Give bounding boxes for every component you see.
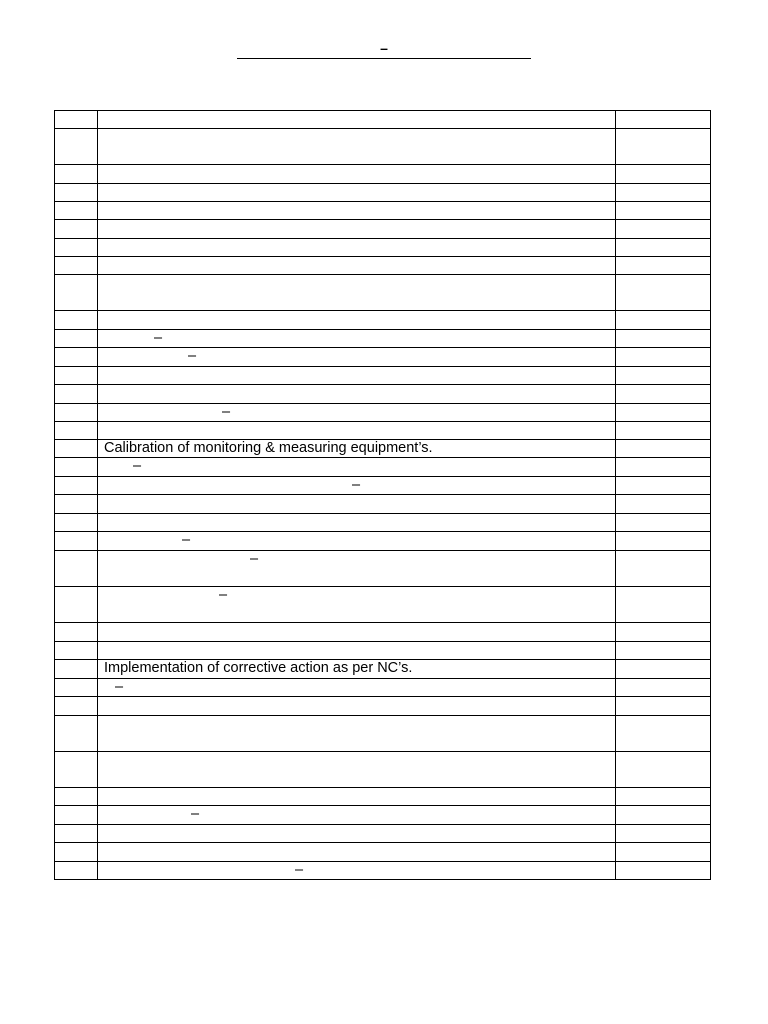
description-cell: – bbox=[98, 458, 616, 477]
item-number-cell bbox=[55, 495, 98, 514]
description-cell bbox=[98, 495, 616, 514]
table-row bbox=[55, 458, 711, 477]
checklist-table bbox=[54, 110, 711, 880]
description-cell bbox=[98, 220, 616, 239]
table-row bbox=[55, 257, 711, 275]
remarks-cell bbox=[616, 385, 711, 404]
page-title: – bbox=[237, 40, 531, 59]
remarks-cell bbox=[616, 202, 711, 220]
item-number-cell bbox=[55, 275, 98, 311]
item-number-cell bbox=[55, 788, 98, 806]
description-cell bbox=[98, 367, 616, 385]
remarks-cell bbox=[616, 477, 711, 495]
remarks-cell bbox=[616, 843, 711, 862]
description-cell bbox=[98, 642, 616, 660]
table-row bbox=[55, 623, 711, 642]
table-row bbox=[55, 825, 711, 843]
item-number-cell bbox=[55, 752, 98, 788]
table-row bbox=[55, 587, 711, 623]
remarks-cell bbox=[616, 642, 711, 660]
item-number-cell bbox=[55, 825, 98, 843]
description-cell bbox=[98, 239, 616, 257]
table-row bbox=[55, 330, 711, 348]
remarks-cell bbox=[616, 239, 711, 257]
item-number-cell bbox=[55, 440, 98, 458]
item-number-cell bbox=[55, 239, 98, 257]
item-number-cell bbox=[55, 642, 98, 660]
remarks-cell bbox=[616, 862, 711, 880]
item-number-cell bbox=[55, 862, 98, 880]
item-number-cell bbox=[55, 367, 98, 385]
item-number-cell bbox=[55, 220, 98, 239]
remarks-cell bbox=[616, 587, 711, 623]
remarks-cell bbox=[616, 184, 711, 202]
remarks-cell bbox=[616, 716, 711, 752]
remarks-cell bbox=[616, 367, 711, 385]
table-row bbox=[55, 129, 711, 165]
remarks-cell bbox=[616, 532, 711, 551]
description-cell bbox=[98, 716, 616, 752]
description-cell bbox=[98, 111, 616, 129]
table-row bbox=[55, 385, 711, 404]
item-number-cell bbox=[55, 165, 98, 184]
remarks-cell bbox=[616, 825, 711, 843]
description-cell: – bbox=[98, 532, 616, 551]
description-cell: – bbox=[98, 862, 616, 880]
item-number-cell bbox=[55, 111, 98, 129]
description-cell bbox=[98, 788, 616, 806]
item-number-cell bbox=[55, 385, 98, 404]
remarks-cell bbox=[616, 330, 711, 348]
description-cell bbox=[98, 514, 616, 532]
remarks-cell bbox=[616, 679, 711, 697]
table-row bbox=[55, 239, 711, 257]
description-cell: – bbox=[98, 330, 616, 348]
item-number-cell bbox=[55, 697, 98, 716]
item-number-cell bbox=[55, 422, 98, 440]
item-number-cell bbox=[55, 532, 98, 551]
remarks-cell bbox=[616, 458, 711, 477]
item-number-cell bbox=[55, 477, 98, 495]
item-number-cell bbox=[55, 404, 98, 422]
item-number-cell bbox=[55, 129, 98, 165]
description-cell bbox=[98, 697, 616, 716]
table-row bbox=[55, 532, 711, 551]
table-row bbox=[55, 843, 711, 862]
remarks-cell bbox=[616, 440, 711, 458]
remarks-cell bbox=[616, 623, 711, 642]
description-cell bbox=[98, 311, 616, 330]
remarks-cell bbox=[616, 660, 711, 679]
table-row bbox=[55, 806, 711, 825]
remarks-cell bbox=[616, 220, 711, 239]
table-row bbox=[55, 348, 711, 367]
item-number-cell bbox=[55, 330, 98, 348]
description-cell: – bbox=[98, 404, 616, 422]
description-cell: – bbox=[98, 679, 616, 697]
remarks-cell bbox=[616, 129, 711, 165]
item-number-cell bbox=[55, 623, 98, 642]
remarks-cell bbox=[616, 806, 711, 825]
remarks-cell bbox=[616, 404, 711, 422]
item-number-cell bbox=[55, 257, 98, 275]
item-number-cell bbox=[55, 184, 98, 202]
remarks-cell bbox=[616, 257, 711, 275]
table-row bbox=[55, 275, 711, 311]
item-number-cell bbox=[55, 311, 98, 330]
description-cell: – bbox=[98, 348, 616, 367]
description-cell: – bbox=[98, 477, 616, 495]
table-row bbox=[55, 495, 711, 514]
table-row bbox=[55, 514, 711, 532]
remarks-cell bbox=[616, 275, 711, 311]
description-cell bbox=[98, 843, 616, 862]
table-row bbox=[55, 551, 711, 587]
remarks-cell bbox=[616, 348, 711, 367]
remarks-cell bbox=[616, 311, 711, 330]
description-cell bbox=[98, 752, 616, 788]
table-row bbox=[55, 679, 711, 697]
table-row bbox=[55, 184, 711, 202]
table-row bbox=[55, 440, 711, 458]
remarks-cell bbox=[616, 422, 711, 440]
item-number-cell bbox=[55, 587, 98, 623]
remarks-cell bbox=[616, 697, 711, 716]
item-number-cell bbox=[55, 514, 98, 532]
remarks-cell bbox=[616, 495, 711, 514]
remarks-cell bbox=[616, 111, 711, 129]
table-row bbox=[55, 642, 711, 660]
remarks-cell bbox=[616, 551, 711, 587]
item-number-cell bbox=[55, 679, 98, 697]
item-number-cell bbox=[55, 660, 98, 679]
item-number-cell bbox=[55, 458, 98, 477]
table-row bbox=[55, 111, 711, 129]
table-row bbox=[55, 752, 711, 788]
table-row bbox=[55, 660, 711, 679]
description-cell bbox=[98, 385, 616, 404]
description-cell bbox=[98, 623, 616, 642]
table-row bbox=[55, 404, 711, 422]
table-body bbox=[55, 111, 711, 880]
description-cell bbox=[98, 275, 616, 311]
description-cell bbox=[98, 825, 616, 843]
table-row bbox=[55, 202, 711, 220]
description-cell bbox=[98, 184, 616, 202]
description-cell bbox=[98, 257, 616, 275]
table-row bbox=[55, 716, 711, 752]
description-cell: Implementation of corrective action as per NC’s. bbox=[98, 660, 616, 679]
item-number-cell bbox=[55, 551, 98, 587]
description-cell: – bbox=[98, 587, 616, 623]
table-row bbox=[55, 311, 711, 330]
item-number-cell bbox=[55, 843, 98, 862]
item-number-cell bbox=[55, 348, 98, 367]
table-row bbox=[55, 697, 711, 716]
description-cell: Calibration of monitoring & measuring equipment’s. bbox=[98, 440, 616, 458]
table-row bbox=[55, 477, 711, 495]
remarks-cell bbox=[616, 788, 711, 806]
table-row bbox=[55, 422, 711, 440]
item-number-cell bbox=[55, 716, 98, 752]
description-cell bbox=[98, 129, 616, 165]
description-cell bbox=[98, 422, 616, 440]
table-row bbox=[55, 788, 711, 806]
description-cell: – bbox=[98, 806, 616, 825]
item-number-cell bbox=[55, 806, 98, 825]
remarks-cell bbox=[616, 514, 711, 532]
table-row bbox=[55, 862, 711, 880]
table-row bbox=[55, 220, 711, 239]
item-number-cell bbox=[55, 202, 98, 220]
remarks-cell bbox=[616, 752, 711, 788]
table-row bbox=[55, 165, 711, 184]
table-row bbox=[55, 367, 711, 385]
description-cell bbox=[98, 165, 616, 184]
description-cell: – bbox=[98, 551, 616, 587]
remarks-cell bbox=[616, 165, 711, 184]
description-cell bbox=[98, 202, 616, 220]
